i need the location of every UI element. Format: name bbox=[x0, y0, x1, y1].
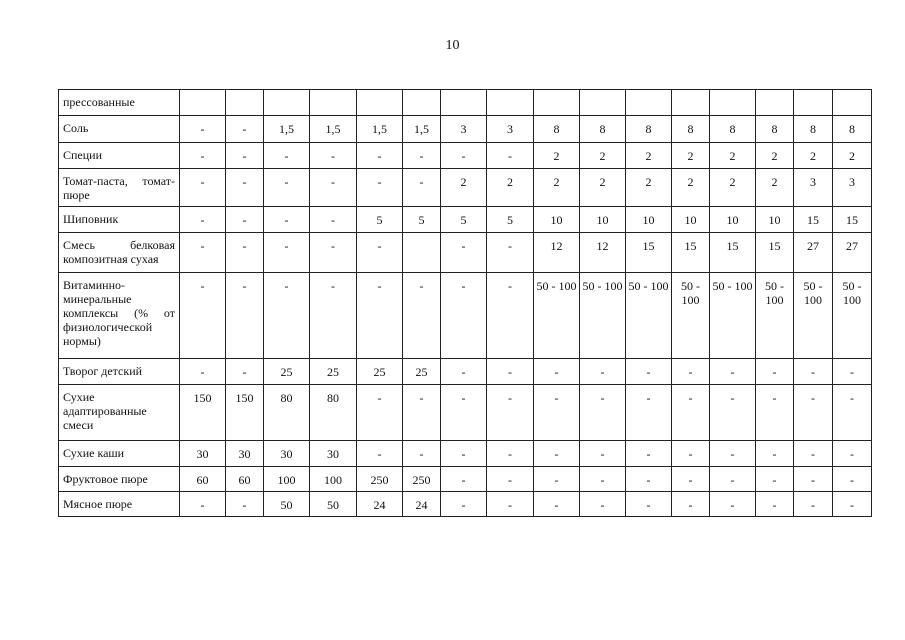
table-cell: 80 bbox=[310, 385, 357, 441]
table-cell: - bbox=[756, 467, 794, 492]
table-cell: - bbox=[226, 273, 264, 359]
table-cell bbox=[403, 90, 441, 116]
table-row bbox=[59, 90, 872, 116]
page-number: 10 bbox=[445, 38, 460, 53]
table-cell: 2 bbox=[580, 169, 626, 207]
table-cell: - bbox=[672, 467, 710, 492]
table-cell: - bbox=[580, 441, 626, 467]
table-cell: - bbox=[534, 467, 580, 492]
table-cell: 30 bbox=[264, 441, 310, 467]
table-cell: - bbox=[441, 359, 487, 385]
table-cell: 60 bbox=[180, 467, 226, 492]
table-row bbox=[59, 273, 872, 359]
table-cell: - bbox=[756, 492, 794, 517]
table-cell: 150 bbox=[180, 385, 226, 441]
table-cell: 8 bbox=[580, 116, 626, 143]
table-cell: - bbox=[534, 359, 580, 385]
table-cell: - bbox=[310, 169, 357, 207]
table-cell: - bbox=[441, 143, 487, 169]
table-row bbox=[59, 169, 872, 207]
table-cell bbox=[794, 90, 833, 116]
table-cell: - bbox=[794, 441, 833, 467]
table-cell: - bbox=[264, 169, 310, 207]
table-cell: - bbox=[487, 467, 534, 492]
table-cell: - bbox=[672, 441, 710, 467]
row-label: Соль bbox=[59, 116, 180, 143]
table-cell: 2 bbox=[833, 143, 872, 169]
table-cell: - bbox=[487, 441, 534, 467]
table-cell bbox=[534, 90, 580, 116]
table-cell: - bbox=[580, 492, 626, 517]
table-cell: 2 bbox=[580, 143, 626, 169]
table-cell: 50 - 100 bbox=[794, 273, 833, 359]
row-label: Мясное пюре bbox=[59, 492, 180, 517]
table-cell: 1,5 bbox=[310, 116, 357, 143]
table-cell: - bbox=[794, 385, 833, 441]
table-cell: - bbox=[180, 116, 226, 143]
table-cell: 5 bbox=[487, 207, 534, 233]
table-cell: - bbox=[672, 359, 710, 385]
table-cell: 2 bbox=[756, 169, 794, 207]
table-cell: 50 - 100 bbox=[710, 273, 756, 359]
table-cell: - bbox=[403, 169, 441, 207]
table-cell: - bbox=[672, 492, 710, 517]
table-cell: 250 bbox=[403, 467, 441, 492]
table-cell: - bbox=[672, 385, 710, 441]
table-cell: 2 bbox=[672, 169, 710, 207]
table-cell: 50 bbox=[264, 492, 310, 517]
table-cell: - bbox=[626, 385, 672, 441]
table-cell: - bbox=[180, 492, 226, 517]
table-cell: 10 bbox=[756, 207, 794, 233]
table-cell: 10 bbox=[580, 207, 626, 233]
table-cell: 2 bbox=[756, 143, 794, 169]
table-cell: - bbox=[357, 385, 403, 441]
table-cell: 15 bbox=[710, 233, 756, 273]
table-cell bbox=[756, 90, 794, 116]
table-cell: 1,5 bbox=[264, 116, 310, 143]
table-cell: - bbox=[833, 441, 872, 467]
table-cell: 30 bbox=[310, 441, 357, 467]
table-cell: 50 - 100 bbox=[833, 273, 872, 359]
table-cell: 8 bbox=[756, 116, 794, 143]
table-cell: 2 bbox=[672, 143, 710, 169]
table-cell: - bbox=[357, 169, 403, 207]
table-cell: 2 bbox=[441, 169, 487, 207]
row-label: Витаминно-минеральные комплексы (% от физиологической нормы) bbox=[59, 273, 180, 359]
table-cell: 15 bbox=[833, 207, 872, 233]
table-row bbox=[59, 116, 872, 143]
table-cell: 27 bbox=[794, 233, 833, 273]
table-cell: 24 bbox=[357, 492, 403, 517]
table-cell: - bbox=[710, 467, 756, 492]
table-cell: 100 bbox=[310, 467, 357, 492]
table-cell: 1,5 bbox=[357, 116, 403, 143]
table-cell: - bbox=[357, 273, 403, 359]
table-cell: 2 bbox=[794, 143, 833, 169]
table-cell: - bbox=[580, 467, 626, 492]
table-cell: - bbox=[487, 143, 534, 169]
row-label: Шиповник bbox=[59, 207, 180, 233]
table-cell: - bbox=[756, 441, 794, 467]
table-cell: - bbox=[226, 143, 264, 169]
table-cell bbox=[441, 90, 487, 116]
table-cell: 27 bbox=[833, 233, 872, 273]
table-cell: 15 bbox=[672, 233, 710, 273]
table-row bbox=[59, 492, 872, 517]
table-cell: - bbox=[833, 492, 872, 517]
table-cell: 25 bbox=[264, 359, 310, 385]
table-cell: - bbox=[264, 273, 310, 359]
table-cell: - bbox=[226, 233, 264, 273]
row-label: Сухие адаптированные смеси bbox=[59, 385, 180, 441]
table-cell: - bbox=[626, 492, 672, 517]
table-cell: 2 bbox=[626, 169, 672, 207]
table-cell: 15 bbox=[626, 233, 672, 273]
table-cell: 5 bbox=[441, 207, 487, 233]
table-cell: 12 bbox=[580, 233, 626, 273]
table-cell bbox=[180, 90, 226, 116]
table-cell: 15 bbox=[794, 207, 833, 233]
table-cell: - bbox=[833, 359, 872, 385]
table-cell: 50 - 100 bbox=[580, 273, 626, 359]
row-label: Творог детский bbox=[59, 359, 180, 385]
table-cell: - bbox=[226, 359, 264, 385]
table-cell bbox=[264, 90, 310, 116]
table-cell: - bbox=[264, 233, 310, 273]
table-cell: 250 bbox=[357, 467, 403, 492]
table-cell: - bbox=[180, 169, 226, 207]
table-cell: - bbox=[756, 385, 794, 441]
table-row bbox=[59, 359, 872, 385]
table-cell: - bbox=[580, 359, 626, 385]
table-cell: 100 bbox=[264, 467, 310, 492]
table-cell: 2 bbox=[710, 169, 756, 207]
table-cell: - bbox=[180, 207, 226, 233]
table-row bbox=[59, 441, 872, 467]
table-cell bbox=[403, 233, 441, 273]
table-cell bbox=[710, 90, 756, 116]
table-cell bbox=[626, 90, 672, 116]
table-cell: 50 bbox=[310, 492, 357, 517]
table-cell: - bbox=[487, 273, 534, 359]
table-cell: 150 bbox=[226, 385, 264, 441]
table-cell: - bbox=[403, 273, 441, 359]
table-cell: 15 bbox=[756, 233, 794, 273]
table-cell: 24 bbox=[403, 492, 441, 517]
table-cell: - bbox=[357, 233, 403, 273]
table-cell: 50 - 100 bbox=[756, 273, 794, 359]
table-row bbox=[59, 467, 872, 492]
table-cell: - bbox=[710, 359, 756, 385]
table-cell: - bbox=[534, 441, 580, 467]
table-cell: - bbox=[310, 143, 357, 169]
table-cell: 3 bbox=[487, 116, 534, 143]
table-cell: - bbox=[580, 385, 626, 441]
table-cell: - bbox=[833, 385, 872, 441]
table-cell bbox=[833, 90, 872, 116]
table-cell: - bbox=[487, 233, 534, 273]
table-cell: 50 - 100 bbox=[626, 273, 672, 359]
table-cell bbox=[672, 90, 710, 116]
table-cell: 3 bbox=[833, 169, 872, 207]
table-cell: - bbox=[180, 273, 226, 359]
table-cell: - bbox=[226, 116, 264, 143]
table-cell: - bbox=[403, 385, 441, 441]
table-cell: - bbox=[710, 492, 756, 517]
table-cell: - bbox=[710, 385, 756, 441]
table-cell: 8 bbox=[794, 116, 833, 143]
table-cell: - bbox=[226, 169, 264, 207]
table-cell: - bbox=[441, 492, 487, 517]
table-cell: 8 bbox=[534, 116, 580, 143]
table-cell bbox=[487, 90, 534, 116]
table-cell: 25 bbox=[310, 359, 357, 385]
row-label: Специи bbox=[59, 143, 180, 169]
table-row bbox=[59, 233, 872, 273]
table-cell: 8 bbox=[833, 116, 872, 143]
table-cell: 30 bbox=[226, 441, 264, 467]
table-cell: - bbox=[357, 143, 403, 169]
table-cell: - bbox=[534, 492, 580, 517]
table-cell: - bbox=[487, 492, 534, 517]
table-row bbox=[59, 143, 872, 169]
table-cell: 10 bbox=[534, 207, 580, 233]
table-cell: - bbox=[794, 467, 833, 492]
table-cell bbox=[310, 90, 357, 116]
table-cell: - bbox=[794, 359, 833, 385]
table-cell: - bbox=[310, 233, 357, 273]
table-cell: - bbox=[180, 359, 226, 385]
table-row bbox=[59, 385, 872, 441]
table-cell: 30 bbox=[180, 441, 226, 467]
table-cell: 60 bbox=[226, 467, 264, 492]
table-cell: - bbox=[441, 385, 487, 441]
table-cell: - bbox=[626, 359, 672, 385]
row-label: Смесь белковая композитная сухая bbox=[59, 233, 180, 273]
table-cell: 10 bbox=[672, 207, 710, 233]
table-cell: - bbox=[310, 207, 357, 233]
table-cell: 10 bbox=[626, 207, 672, 233]
table-cell: - bbox=[226, 492, 264, 517]
table-cell: - bbox=[534, 385, 580, 441]
table-cell: - bbox=[487, 385, 534, 441]
food-norms-table bbox=[58, 89, 872, 517]
table-cell: - bbox=[310, 273, 357, 359]
table-cell: - bbox=[441, 273, 487, 359]
table-cell: 8 bbox=[710, 116, 756, 143]
table-cell bbox=[580, 90, 626, 116]
table-cell: 5 bbox=[357, 207, 403, 233]
table-cell: 50 - 100 bbox=[672, 273, 710, 359]
table-cell: 2 bbox=[710, 143, 756, 169]
table-cell: - bbox=[403, 441, 441, 467]
table-cell: 2 bbox=[534, 143, 580, 169]
table-cell bbox=[357, 90, 403, 116]
table-cell: 25 bbox=[357, 359, 403, 385]
table-cell: - bbox=[441, 233, 487, 273]
table-cell: - bbox=[403, 143, 441, 169]
table-cell: - bbox=[794, 492, 833, 517]
table-cell: 80 bbox=[264, 385, 310, 441]
table-cell: 2 bbox=[534, 169, 580, 207]
row-label: Томат-паста, томат-пюре bbox=[59, 169, 180, 207]
table-cell: - bbox=[710, 441, 756, 467]
table-cell: 8 bbox=[626, 116, 672, 143]
table-cell: - bbox=[441, 441, 487, 467]
table-row bbox=[59, 207, 872, 233]
table-cell: - bbox=[264, 207, 310, 233]
table-cell: - bbox=[357, 441, 403, 467]
table-cell: - bbox=[833, 467, 872, 492]
table-cell: 2 bbox=[487, 169, 534, 207]
table-cell: - bbox=[487, 359, 534, 385]
table-cell bbox=[226, 90, 264, 116]
row-label: Сухие каши bbox=[59, 441, 180, 467]
table-cell: - bbox=[180, 233, 226, 273]
row-label: Фруктовое пюре bbox=[59, 467, 180, 492]
table-cell: - bbox=[626, 467, 672, 492]
table-cell: 8 bbox=[672, 116, 710, 143]
table-cell: 3 bbox=[794, 169, 833, 207]
table-cell: 12 bbox=[534, 233, 580, 273]
table-cell: 50 - 100 bbox=[534, 273, 580, 359]
table-cell: 10 bbox=[710, 207, 756, 233]
table-cell: 25 bbox=[403, 359, 441, 385]
table-cell: 3 bbox=[441, 116, 487, 143]
table-cell: - bbox=[264, 143, 310, 169]
table-cell: 5 bbox=[403, 207, 441, 233]
table-cell: - bbox=[226, 207, 264, 233]
table-cell: - bbox=[626, 441, 672, 467]
table-cell: 2 bbox=[626, 143, 672, 169]
table-cell: 1,5 bbox=[403, 116, 441, 143]
row-label: прессованные bbox=[59, 90, 180, 116]
table-cell: - bbox=[756, 359, 794, 385]
table-cell: - bbox=[180, 143, 226, 169]
table-cell: - bbox=[441, 467, 487, 492]
